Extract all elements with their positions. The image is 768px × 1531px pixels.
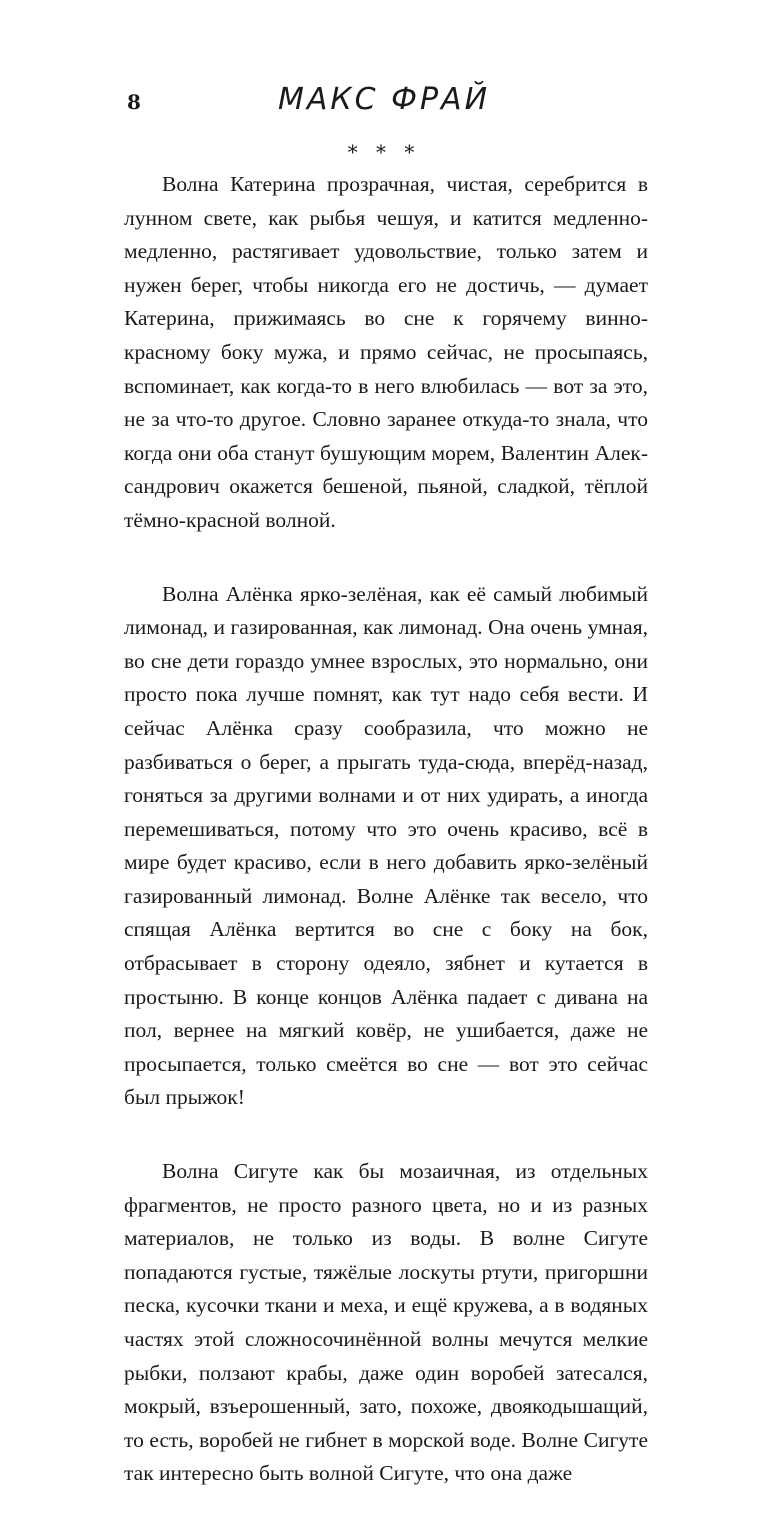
paragraph-sigute: Волна Сигуте как бы мозаичная, из отдельных фрагментов, не просто разного цвета, но и из разных материалов, не только из воды. В волне Сигуте попадаются густые, тяжёлые лоскуты ртути, пригоршни песка, кусочки ткани и меха, и ещё кружева, а в водяных частях этой сложносочинённой волны мечутся мелкие рыбки, ползают крабы, даже один воробей затесался, мокрый, взъерошенный, зато, похоже, двоякодышащий, то есть, воробей не гибнет в морской воде. Волне Сигуте так интересно быть волной Сигуте, что она даже	[124, 1159, 648, 1486]
page-number: 8	[127, 90, 141, 114]
body-text	[124, 168, 648, 1531]
running-title: МАКС ФРАЙ	[277, 82, 491, 117]
section-break-asterisks: * * *	[347, 140, 421, 164]
paragraph-katerina: Волна Катерина прозрачная, чистая, серебрится в лунном свете, как рыбья чешуя, и катится медленно-медленно, растягивает удовольствие, только затем и нужен берег, чтобы никогда его не достичь, — думает Катерина, прижимаясь во сне к горячему винно-красному боку мужа, и прямо сейчас, не просыпаясь, вспоминает, как когда-то в него влюбилась — вот за это, не за что-то другое. Словно заранее откуда-то знала, что когда они оба станут бушующим морем, Валентин Александрович окажется бешеной, пьяной, сладкой, тёплой тёмно-красной волной.	[124, 172, 648, 532]
paragraph-alenka: Волна Алёнка ярко-зелёная, как её самый любимый лимонад, и газированная, как лимонад. Она очень умная, во сне дети гораздо умнее взрослых, это нормально, они просто пока лучше помнят, как тут надо себя вести. И сейчас Алёнка сразу сообразила, что можно не разбиваться о берег, а прыгать туда-сюда, вперёд-назад, гоняться за другими волнами и от них удирать, а иногда перемешиваться, потому что это очень красиво, всё в мире будет красиво, если в него добавить ярко-зелёный газированный лимонад. Волне Алёнке так весело, что спящая Алёнка вертится во сне с боку на бок, отбрасывает в сторону одеяло, зябнет и кутается в простыню. В конце концов Алёнка падает с дивана на пол, вернее на мягкий ковёр, не ушибается, даже не просыпается, только смеётся во сне — вот это сейчас был прыжок!	[124, 581, 648, 1110]
